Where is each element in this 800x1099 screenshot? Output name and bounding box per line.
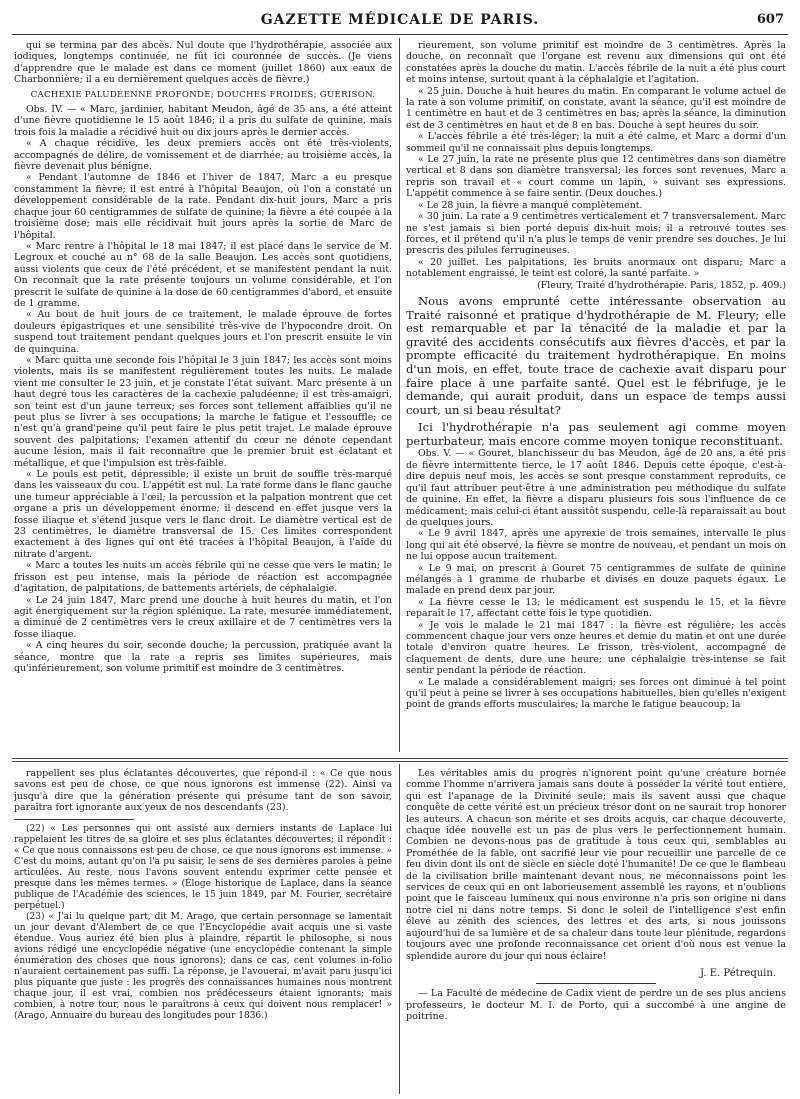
section-heading: CACHEXIE PALUDÉENNE PROFONDE; DOUCHES FROIDES; GUÉRISON. — [30, 89, 376, 100]
author-signature: J. E. Pétrequin. — [700, 967, 776, 979]
column-left-top — [14, 40, 392, 750]
column-right-top — [406, 40, 786, 750]
paragraph: « Au bout de huit jours de ce traitement, le malade éprouve de fortes douleurs épigastriques et une sensibilité très-vive de l'hypocondre droit. On suspend tout traitement pendant quelques jours et l'on prescrit ensuite le vin de quinquina. — [14, 309, 392, 355]
paragraph: « Le 24 juin 1847, Marc prend une douche à huit heures du matin, et l'on agit énergiquement sur la région splénique. La rate, mesurée immédiatement, a diminué de 2 centimètres vers le creux axillaire et de 7 centimètres vers la fosse iliaque. — [14, 594, 392, 640]
paragraph: « Marc quitta une seconde fois l'hôpital le 3 juin 1847; les accès sont moins violents, mais ils se manifestent régulièrement toutes les nuits. Le malade vient me consulter le 23 juin, et je constate l'état suivant. Marc présente à un haut degré tous les caractères de la cachexie paludéenne; il est très-amaigri, son teint est d'un jaune terreux; ses forces sont tellement affaiblies qu'il ne peut plus se livrer à ses occupations; la marche le fatigue et l'essouffle; ce n'est qu'à grand'peine qu'il peut faire le plus petit trajet. Le malade éprouve souvent des palpitations; l'examen attentif du cœur ne dénote cependant aucune lésion, mais il fait reconnaître que le premier bruit est éclatant et métallique, et que l'impulsion est très-faible. — [14, 354, 392, 469]
feuilleton-rule — [12, 758, 788, 759]
paragraph: « Le 27 juin, la rate ne présente plus que 12 centimètres dans son diamètre vertical et 8 dans son diamètre transversal; les forces sont revenues, Marc a repris son travail et « court comme un lapin, » suivant ses expressions. L'appétit commence à se faire sentir. (Deux douches.) — [406, 154, 786, 200]
citation: (Fleury, Traité d'hydrothérapie. Paris, 1852, p. 409.) — [537, 279, 786, 291]
paragraph: Obs. V. — « Gouret, blanchisseur du bas Meudon, âgé de 20 ans, a été pris de fièvre intermittente tierce, le 17 août 1846. Depuis cette époque, c'est-à-dire depuis neuf mois, les accès se sont presque constamment reproduits, ce qu'il faut attribuer peut-être à une administration peu méthodique du sulfate de quinine. En effet, la fièvre a disparu plusieurs fois sous l'influence de ce médicament; mais celui-ci étant aussitôt suspendu, celle-là reparaissait au bout de quelques jours. — [406, 448, 786, 528]
column-divider — [399, 38, 400, 752]
paragraph: rieurement, son volume primitif est moindre de 3 centimètres. Après la douche, on reconnaît que l'organe est revenu aux dimensions qui ont été constatées après la douche du matin. L'accès fébrile de la nuit a été plus court et moins intense, surtout quant à la céphalalgie et l'agitation. — [406, 40, 786, 86]
paragraph: « Le 9 avril 1847, après une apyrexie de trois semaines, intervalle le plus long qui ait été observé, la fièvre se montre de nouveau, et pendant un mois on ne lui oppose aucun traitement. — [406, 528, 786, 563]
news-item: — La Faculté de médecine de Cadix vient de perdre un de ses plus anciens professeurs, le docteur M. I. de Porto, qui a succombé à une angine de poitrine. — [406, 988, 786, 1023]
paragraph: « 30 juin. La rate a 9 centimètres verticalement et 7 transversalement. Marc ne s'est jamais si bien porté depuis dix-huit mois; il a retrouvé toutes ses forces, et il prétend qu'il n'a plus le temps de venir prendre ses douches. Je lui prescris des pilules ferrugineuses. — [406, 211, 786, 257]
paragraph: Nous avons emprunté cette intéressante observation au Traité raisonné et pratique d'hydrothérapie de M. Fleury; elle est remarquable et par la ténacité de la maladie et par la gravité des accidents consécutifs aux fièvres d'accès, et par la prompte efficacité du traitement hydrothérapique. En moins d'un mois, en effet, toute trace de cachexie avait disparu pour faire place à une parfaite santé. Quel est le fébrifuge, je le demande, qui aurait produit, dans un espace de temps aussi court, un si beau résultat? — [406, 293, 786, 417]
footnote-22: (22) « Les personnes qui ont assisté aux derniers instants de Laplace lui rappelaient les titres de sa gloire et ses plus éclatantes découvertes; il répondit : « Ce que nous connaissons est peu de chose, ce que nous ignorons est immense. » C'est du moins, autant qu'on l'a pu saisir, le sens de ses dernières paroles à peine articulées. Au reste, nous l'avons souvent entendu exprimer cette pensée et presque dans les mêmes termes. » (Éloge historique de Laplace, dans la séance publique de l'Académie des sciences, le 15 juin 1849, par M. Fourier, secrétaire perpétuel.) — [14, 823, 392, 911]
paragraph: « Le 28 juin, la fièvre a manqué complètement. — [418, 199, 643, 211]
paragraph: « Pendant l'automne de 1846 et l'hiver de 1847, Marc a eu presque constamment la fièvre; il est entré à l'hôpital Beaujon, où l'on a constaté un développement considérable de la rate. Pendant dix-huit jours, Marc a pris chaque jour 60 centigrammes de sulfate de quinine; la fièvre a été coupée à la troisième dose; mais elle récidivait huit jours après la sortie de Marc de l'hôpital. — [14, 172, 392, 241]
paragraph: rappellent ses plus éclatantes découvertes, que répond-il : « Ce que nous savons est peu de chose, ce que nous ignorons est immense (22). Ainsi va jusqu'à dire que la génération présente qui présume tant de son savoir, paraîtra fort ignorante aux yeux de nos descendants (23). — [14, 768, 392, 814]
paragraph: Obs. IV. — « Marc, jardinier, habitant Meudon, âgé de 35 ans, a été atteint d'une fièvre quotidienne le 15 août 1846; il a pris du sulfate de quinine, mais trois fois la maladie a récidivé huit ou dix jours après le dernier accès. — [14, 104, 392, 138]
paragraph: « 25 juin. Douche à huit heures du matin. En comparant le volume actuel de la rate à son volume primitif, on constate, avant la séance, qu'il est moindre de 1 centimètre en haut et de 3 centimètres en bas; après la séance, la diminution est de 3 centimètres en haut et de 8 en bas. Douche à sept heures du soir. — [406, 85, 786, 131]
paragraph: « 20 juillet. Les palpitations, les bruits anormaux ont disparu; Marc a notablement engraissé, le teint est coloré, la santé parfaite. » — [406, 256, 786, 280]
paragraph: « Marc a toutes les nuits un accès fébrile qui ne cesse que vers le matin; le frisson est peu intense, mais la période de réaction est accompagnée d'agitation, de palpitations, de battements artériels, de céphalalgie. — [14, 560, 392, 595]
paragraph: « Je vois le malade le 21 mai 1847 : la fièvre est régulière; les accès commencent chaque jour vers onze heures et demie du matin et ont une durée totale d'environ quatre heures. Le frisson, très-violent, accompagné de claquement de dents, dure une heure; une céphalalgie très-intense se fait sentir pendant la période de réaction. — [406, 619, 786, 677]
paragraph: qui se termina par des abcès. Nul doute que l'hydrothérapie, associée aux iodiques, longtemps continuée, ne fût ici couronnée de succès. (Je viens d'apprendre que le malade est dans ce moment (juillet 1860) aux eaux de Charbonnière; il a eu dernièrement quelques accès de fièvre.) — [14, 40, 392, 86]
paragraph: « A chaque récidive, les deux premiers accès ont été très-violents, accompagnés de délire, de vomissement et de diarrhée; au troisième accès, la fièvre devenait plus bénigne. — [14, 138, 392, 173]
column-divider-bottom — [399, 764, 400, 1094]
page-header — [14, 8, 786, 32]
paragraph: « L'accès fébrile a été très-léger; la nuit a été calme, et Marc a dormi d'un sommeil qu'il ne connaissait plus depuis longtemps. — [406, 131, 786, 154]
paragraph: Ici l'hydrothérapie n'a pas seulement agi comme moyen perturbateur, mais encore comme moyen tonique reconstituant. — [406, 420, 786, 448]
paragraph: « Marc rentre à l'hôpital le 18 mai 1847; il est placé dans le service de M. Legroux et couché au n° 68 de la salle Beaujon. Les accès sont quotidiens, aussi violents que ceux de l'été précédent, et se manifestent pendant la nuit. On reconnaît que la rate présente toujours un volume considérable, et l'on prescrit le sulfate de quinine à la dose de 60 centigrammes d'abord, et ensuite de 1 gramme. — [14, 240, 392, 309]
header-rule — [12, 34, 788, 35]
paragraph: « La fièvre cesse le 13; le médicament est suspendu le 15, et la fièvre reparaît le 17, affectant cette fois le type quotidien. — [406, 596, 786, 620]
footnote-rule — [14, 819, 134, 820]
news-rule — [536, 983, 656, 984]
journal-title: GAZETTE MÉDICALE DE PARIS. — [260, 12, 540, 28]
paragraph: « A cinq heures du soir, seconde douche; la percussion, pratiquée avant la séance, montre que la rate a repris ses limites supérieures, mais qu'inférieurement, son volume primitif est moindre de 3 centimètres. — [14, 640, 392, 674]
paragraph: « Le 9 mai, on prescrit à Gouret 75 centigrammes de sulfate de quinine mélangés à 1 gramme de rhubarbe et divisés en douze paquets égaux. Le malade en prend deux par jour. — [406, 562, 786, 597]
page-number: 607 — [756, 12, 784, 27]
paragraph: « Le pouls est petit, dépressible; il existe un bruit de souffle très-marqué dans les vaisseaux du cou. L'appétit est nul. La rate forme dans le flanc gauche une tumeur appréciable à l'œil; la percussion et la palpation montrent que cet organe a pris un développement énorme; il descend en effet jusque vers la fosse iliaque et s'étend jusque vers le flanc droit. Le diamètre vertical est de 23 centimètres, le diamètre transversal de 15. Ces limites correspondent exactement à des lignes qui ont été tracées à l'hôpital Beaujon, à l'aide du nitrate d'argent. — [14, 469, 392, 560]
feuilleton-rule-double — [12, 761, 788, 762]
column-left-bottom — [14, 768, 392, 1094]
paragraph: Les véritables amis du progrès n'ignorent point qu'une créature bornée comme l'homme n'arrivera jamais sans doute à posséder la vérité tout entière, qui est l'apanage de la Divinité seule; mais ils savent aussi que chaque conquête de cette vérité est un précieux trésor dont on ne saurait trop honorer les auteurs. A chacun son mérite et ses droits acquis, car chaque découverte, chaque idée nouvelle est un pas de plus vers le perfectionnement humain. Combien ne devons-nous pas de gratitude à tous ceux qui, semblables au Prométhée de la fable, ont sacrifié leur vie pour recueillir une parcelle de ce feu divin dont ils ont de siècle en siècle doté l'humanité! De ce que le flambeau de la civilisation brille maintenant devant nous, ne méconnaissons point les services de ceux qui en ont laborieusement assemblé les rayons, et n'oublions point que le faisceau lumineux qui nous environne n'a pris son origine ni dans notre ciel ni dans notre temps. Si donc le soleil de l'intelligence s'est enfin élevé au zénith des sciences, des lettres et des arts, si nous jouissons aujourd'hui de sa lumière et de sa chaleur dans toute leur plénitude, regardons toujours avec une profonde reconnaissance cet orient d'où nous est venue la splendide aurore du jour qui nous éclaire! — [406, 768, 786, 962]
paragraph: « Le malade a considérablement maigri; ses forces ont diminué à tel point qu'il peut à peine se livrer à ses occupations habituelles, bien qu'elles n'exigent point de grands efforts musculaires; la marche le fatigue beaucoup; la — [406, 676, 786, 711]
column-right-bottom — [406, 768, 786, 1094]
footnote-23: (23) « J'ai lu quelque part, dit M. Arago, que certain personnage se lamentait un jour devant d'Alembert de ce que l'Encyclopédie avait acquis une si vaste étendue. Vous auriez été bien plus à plaindre, répartit le philosophe, si nous avions rédigé une encyclopédie négative (une encyclopédie contenant la simple énumération des choses que nous ignorons); dans ce cas, cent volumes in-folio n'auraient certainement pas suffi. La réponse, je l'avouerai, m'avait paru jusqu'ici plus piquante que juste : les progrès des connaissances humaines nous montrent chaque jour, il est vrai, combien nos prédécesseurs étaient ignorants; mais combien, à notre tour, nous le paraîtrons à ceux qui doivent nous remplacer! » (Arago, Annuaire du bureau des longitudes pour 1836.) — [14, 911, 392, 1021]
